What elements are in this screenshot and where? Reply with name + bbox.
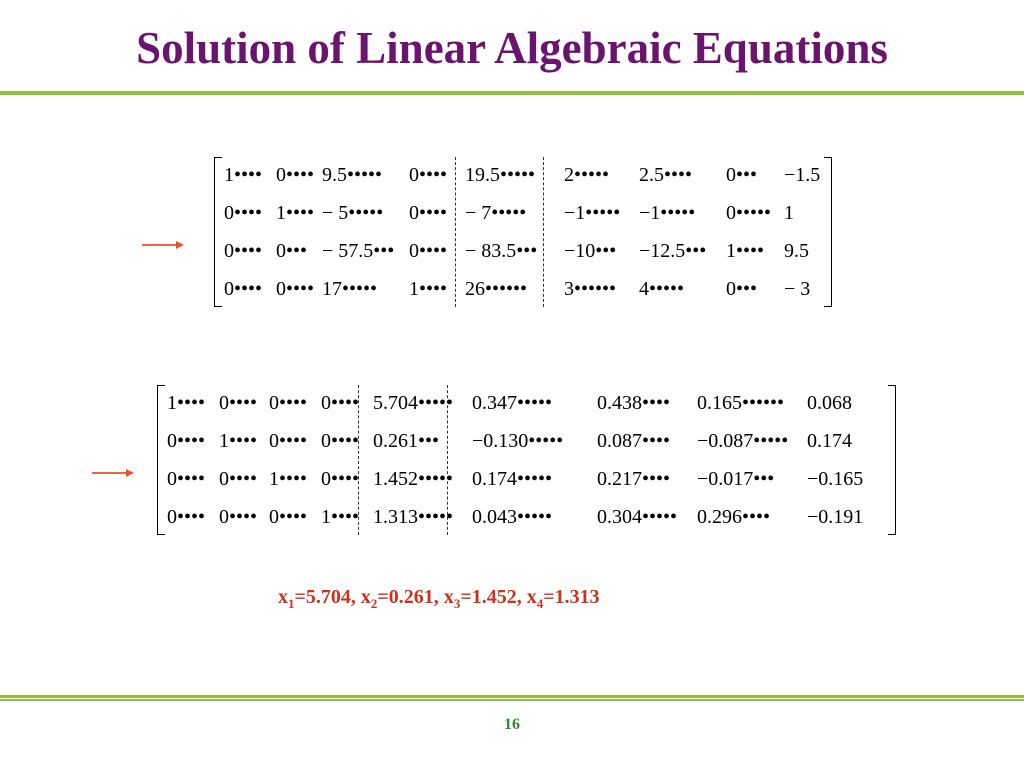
var-x4: x — [526, 586, 537, 608]
matrix-cell: 0.296•••• — [697, 506, 771, 528]
matrix-row — [214, 160, 832, 190]
matrix-cell: 2.5•••• — [639, 164, 693, 186]
matrix-cell: 2••••• — [564, 164, 610, 186]
matrix-cell: − 7••••• — [465, 202, 527, 224]
matrix-cell: 3•••••• — [564, 278, 617, 300]
matrix-cell: 0.174••••• — [472, 468, 553, 490]
matrix-cell: 0.174 — [807, 430, 852, 452]
matrix-cell: 17••••• — [322, 278, 378, 300]
matrix-row — [157, 426, 896, 456]
matrix-cell: 4••••• — [639, 278, 685, 300]
matrix-cell: − 57.5••• — [322, 240, 395, 262]
matrix-row — [157, 464, 896, 494]
arrow-right-icon — [140, 238, 186, 252]
matrix-cell: 0•••• — [167, 506, 206, 528]
matrix-row — [214, 274, 832, 304]
matrix-cell: 0•••• — [224, 240, 263, 262]
matrix-cell: −1••••• — [564, 202, 621, 224]
matrix-cell: −0.017••• — [697, 468, 775, 490]
var-x4-value: =1.313 — [543, 586, 600, 608]
augmented-matrix-initial — [214, 157, 832, 307]
matrix-cell: 1.313••••• — [373, 506, 454, 528]
matrix-cell: 0•••• — [276, 164, 315, 186]
matrix-cell: 0.217•••• — [597, 468, 671, 490]
matrix-cell: − 5••••• — [322, 202, 384, 224]
matrix-cell: 1•••• — [224, 164, 263, 186]
matrix-cell: 0.165•••••• — [697, 392, 785, 414]
matrix-cell: 1•••• — [167, 392, 206, 414]
matrix-row — [214, 236, 832, 266]
matrix-cell: 0•••• — [321, 392, 360, 414]
var-x1: x — [278, 586, 288, 608]
matrix-cell: 0•••• — [269, 506, 308, 528]
matrix-cell: 0.304••••• — [597, 506, 678, 528]
matrix-cell: 1•••• — [726, 240, 765, 262]
matrix-cell: 0•••• — [219, 468, 258, 490]
top-divider — [0, 91, 1024, 95]
matrix-cell: 0•••• — [321, 430, 360, 452]
matrix-cell: −0.165 — [807, 468, 864, 490]
var-x2-value: =0.261, — [377, 586, 444, 608]
matrix-cell: 0•••• — [276, 278, 315, 300]
matrix-cell: 0•••• — [409, 202, 448, 224]
solution-line — [278, 586, 718, 612]
matrix-cell: − 83.5••• — [465, 240, 538, 262]
matrix-cell: −0.087••••• — [697, 430, 789, 452]
bottom-divider — [0, 695, 1024, 701]
matrix-cell: 0.068 — [807, 392, 852, 414]
matrix-cell: 9.5 — [784, 240, 809, 262]
matrix-row — [214, 198, 832, 228]
matrix-row — [157, 388, 896, 418]
matrix-cell: 1.452••••• — [373, 468, 454, 490]
matrix-cell: 1•••• — [269, 468, 308, 490]
var-x1-sub: 1 — [288, 596, 295, 611]
matrix-cell: 0•••• — [321, 468, 360, 490]
matrix-cell: 0.043••••• — [472, 506, 553, 528]
matrix-cell: 5.704••••• — [373, 392, 454, 414]
matrix-cell: 19.5••••• — [465, 164, 536, 186]
var-x3: x — [443, 586, 454, 608]
matrix-cell: −12.5••• — [639, 240, 707, 262]
var-x2-sub: 2 — [370, 596, 378, 611]
matrix-cell: 1 — [784, 202, 794, 224]
matrix-cell: −0.191 — [807, 506, 864, 528]
matrix-cell: 1•••• — [276, 202, 315, 224]
matrix-cell: 0•••• — [269, 392, 308, 414]
matrix-cell: − 3 — [784, 278, 811, 300]
matrix-cell: 0.347••••• — [472, 392, 553, 414]
matrix-cell: 0•••• — [409, 240, 448, 262]
matrix-cell: 0••• — [726, 164, 758, 186]
matrix-cell: 1•••• — [219, 430, 258, 452]
matrix-cell: 26•••••• — [465, 278, 528, 300]
matrix-cell: 0.261••• — [373, 430, 440, 452]
matrix-cell: −10••• — [564, 240, 617, 262]
matrix-cell: −1.5 — [784, 164, 821, 186]
matrix-cell: 0••• — [726, 278, 758, 300]
var-x4-sub: 4 — [536, 596, 544, 611]
var-x3-value: =1.452, — [460, 586, 527, 608]
matrix-cell: 0•••• — [269, 430, 308, 452]
matrix-cell: 0•••• — [224, 202, 263, 224]
matrix-cell: −0.130••••• — [472, 430, 564, 452]
matrix-cell: 0.087•••• — [597, 430, 671, 452]
var-x1-value: =5.704, — [294, 586, 361, 608]
matrix-cell: 0••• — [276, 240, 308, 262]
matrix-cell: 0••••• — [726, 202, 772, 224]
var-x3-sub: 3 — [453, 596, 461, 611]
page-number: 16 — [504, 716, 520, 733]
matrix-cell: 0•••• — [219, 506, 258, 528]
matrix-cell: 0•••• — [224, 278, 263, 300]
matrix-cell: 0•••• — [409, 164, 448, 186]
matrix-cell: 9.5••••• — [322, 164, 383, 186]
matrix-cell: 0•••• — [167, 468, 206, 490]
var-x2: x — [360, 586, 371, 608]
matrix-cell: 0.438•••• — [597, 392, 671, 414]
matrix-cell: 1•••• — [321, 506, 360, 528]
matrix-cell: 1•••• — [409, 278, 448, 300]
arrow-right-icon — [90, 466, 136, 480]
matrix-cell: 0•••• — [219, 392, 258, 414]
matrix-cell: 0•••• — [167, 430, 206, 452]
matrix-row — [157, 502, 896, 532]
slide-title: Solution of Linear Algebraic Equations — [136, 23, 888, 73]
augmented-matrix-reduced — [157, 385, 896, 535]
matrix-cell: −1••••• — [639, 202, 696, 224]
